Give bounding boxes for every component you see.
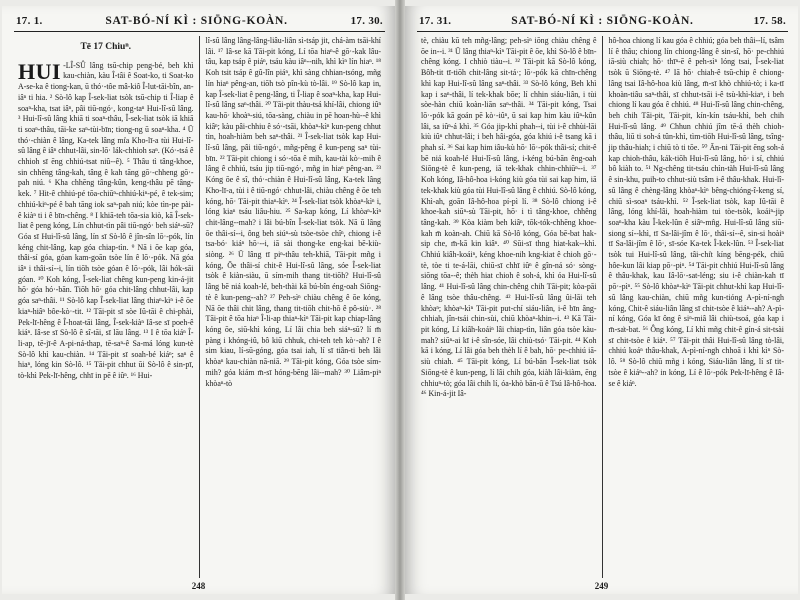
left-page-columns [14,36,385,578]
right-page-header [419,12,786,30]
chapter-heading: Tē 17 Chiuⁿ. [80,42,132,52]
left-column-1-paragraph [18,58,194,382]
right-page-columns [417,36,788,578]
right-header-title: SAT-BÓ-NÍ KÌ : SIŌNG-KOÀN. [511,15,694,27]
right-column-2-text: hô-hoa chiong lí kau góa ê chhiú; góa beh thâi--lí, tsâm lí ê thâu; chiong lín chiong-lâng ê sin-sî, hō· pe-chhiú iā-siù chiah; hō· thīⁿ-ē ê peh-sìⁿ lóng tsai, Î-sek-liat tsòk ū Siōng-tè. ⁴⁷ Iā hō· chiah-ê tsū-chip ê chiong-lâng tsai Iâ-hô-hoa kiù lâng, m̄-sī khò chhiú-tò; i ka-tī khoàn-tiâu saⁿ-thâi, sī chhut-tsāi i-ê tsù-khì-kiaⁿ, i beh chiong lí kau góa ê chhiú. ⁴⁸ Hui-lî-sû lâng chin-chêng, beh chih Tāi-pit, Tāi-pit, kín-kín tsáu-khì, beh chih Hui-lî-sû lâng. ⁴⁹ Chhun chhiú jîm tē-á thèh chioh-thâu, liū ti soh-á tûn-khì, tìm-tiōh Hui-lî-sû lâng, tsîng-jip thâu-hiah; i chiū tò ti tōe. ⁵⁰ Ān-ni Tāi-pit ēng soh-á kap chioh-thâu, kák-tiōh Hui-lî-sû lâng, hō· i sí, chhiú bô kiàh to. ⁵¹ Ng-chêng tit-tsáu chìn-tàh Hui-lî-sû lâng ê sin-khu, puih-to chhut-siù tsâm i-ê thâu-khak. Hui-lî-sû lâng ê chèng-lâng khòaⁿ-kìⁿ bêng-chióng-î-keng sí, chiū sì-soaⁿ tsáu-khì. ⁵² Î-sek-liat tsòk, kap Iû-tāi ê lâng, lóng khí-lâi, hoah-hiàm tui tòe-tsòk, koáiⁿ-jip soaⁿ-kha kàu Î-kek-lûn ê siâⁿ-mn̂g. Hui-lî-sû lâng siū-siong sí--khì, tī Sa-lâi-jîm ê lō·, thâi-sí--ê, sin-si hoàiⁿ tī Sa-lâi-jîm ê lō·, sī-sóe Ka-tek Î-kek-lûn. ⁵³ Î-sek-liat tsòk tui Hui-lî-sû lâng, tâi-chi̍t kíng bēng-pék, chiū hôe-kun lâi kiap pō·-piⁿ. ⁵⁴ Tāi-pit chhiú Hui-lî-sû lâng ê thâu-khak, kau Iâ-lō·-sat-léng; siu i-ê chiàn-kah tī pō·-pìⁿ. ⁵⁵ Sò-lô khòaⁿ-kìⁿ Tāi-pit chhut-khì kap Hui-lî-sû lâng kau-chiàn, chiū mñg kun-tióng A-pì-ní-ngh kóng, Chit-ê siáu-liân lâng sī chit-tsòe ê kiáⁿ--ah? A-pì-ní kóng, Góa kī ông ê siⁿ-miâ lâi chiù-tsoá, góa kap i m̄-sa̍t-bat. ⁵⁶ Ông kóng, Lí khì mñg chit-ê gín-á sit-tsài sī chit-tsòe ê kiáⁿ. ⁵⁷ Tāi-pit thâi Hui-lî-sû lâng tò-lâi, chhiú koáⁿ thâu-khak, A-pì-ní-ngh chhoā i khì kìⁿ Sò-lô. ⁵⁸ Sò-lô chiū mñg i kóng, Siáu-liân lâng, lí sī tit-tsòe ê kiáⁿ--ah? in kóng, Lí ê lō·-pók Pek-lī-hêng ê Iâ-se ê kiáⁿ. [608,36,784,388]
drop-cap: HUI [18,58,62,84]
right-column-2 [603,36,789,578]
left-column-1-text: -LÎ-SÛ lâng tsū-chip peng-bé, beh khì kau-chiàn, kàu Î-tâi ê Soat-ko, ti Soat-ko A-se-ka ê tiong-kan, ū thó·-tôe mâ-kiô Î-lut-tāi-bîn, an-iâⁿ ti hia. ² Sò-lô kap Î-sek-liat tsòk tsū-chip ti Î-liap ê soaⁿ-kha, tsat iâⁿ, pâi tiū-ngó·, kong-taⁿ Hui-lî-sû lâng. ³ Hui-lî-sû lâng khiā ti soaⁿ-thâu, Î-sek-liat tsòk iā khiā ti soaⁿ-thâu, tāi-ke saⁿ-tùi-bīn; tiong-ng ū soaⁿ-kha. ⁴ Ū thó·-chiàn ê lâng, Ka-tek lâng mi̍a Kho-lī-a tùi Hui-lî-sû lâng ê iâⁿ chhut-lâi, sin-lō· lák-chhioh saⁿ. (Kó·-tsá ê chhioh sī ēng chhiú-tsat niû--ê). ⁵ Thâu tì tâng-khoe, sin chhēng tâng-kah, tâng ê kah tāng gō·-chheng gō·-pah niú. ⁶ Kha chhēng tâng-kûn, keng-thâu pē tâng-kek. ⁷ Hit-ê chhiú-pé tōa-chiūⁿ-chhiú-kiⁿ-pé, ê tek-sim; chhiú-kiⁿ-pé ê bah tāng iok saⁿ-pah niú; kòe tìn-pe pài-ê kiàⁿ ti i ê bīn-chêng. ⁸ I khiā-teh tōa-sia kiò, kā Î-sek-liat ê peng kóng, Lín chhut-tìn pâi tiū-ngó· beh siáⁿ-sū? Góa sī Hui-lî-sû lâng, lín sī Sò-lô ê jîn-sîn lō·-pók, lín kéng chit-lâng, kap góa chiap-tìn. ⁹ Nā i ōe kap góa, thâi-sí góa, góan kam-goān tsòe lín ê lō·-pók. Nā góa iâⁿ i thâi-sí--i, lín tiōh tsòe góan ê lō·-pók, lâi hók-sāi góan. ¹⁰ Koh kóng, Î-sek-liat chêng kun-peng kin-á-jit hō· góa hó·-bān. Tiōh hō· góa chit-lâng chhut-lâi, kap góa saⁿ-thâi. ¹¹ Sò-lô kap Î-sek-liat lâng thiaⁿ-kìⁿ i-ê ōe kiaⁿ-hiâⁿ bôe-kò·-tit. ¹² Tāi-pit sī sòe Iû-tāi ê chi-phài, Pek-lī-hêng ê Î-hoat-tāi lâng, Î-sek-kiàⁿ Iâ-se sī poeh-ê kiáⁿ. Iâ-se sī Sò-lô ê sî-tāi, sī lāu lâng. ¹³ I ê tōa kiáⁿ Î-li-ap, tē-jī-ê A-pi-ná-thap, tē-saⁿ-ê Sa-má lóng kun-tè Sò-lô khì kau-chiàn. ¹⁴ Tāi-pit sī soah-bé kiáⁿ; saⁿ ê hiaⁿ, lóng kin Sò-lô. ¹⁵ Tāi-pit chhut ūi Sò-lô ê sin-pī, tò-khì Pek-lī-hêng, chhī in pē ê iûⁿ. ¹⁶ Hui- [18,60,194,381]
right-header-rule [417,31,788,32]
right-page [405,6,798,594]
right-column-1 [417,36,603,578]
left-header-title: SAT-BÓ-NÍ KÌ : SIŌNG-KOÀN. [105,15,288,27]
left-column-2-text: lî-sû lâng lâng-lâng-liâu-liân sì-tsáp jit, chá-àm tsāi-khí lâi. ¹⁷ Iâ-se kā Tāi-pit kóng, Lí tōa hiaⁿ-ê gō·-kak lâu-tâu, kap tsáp ê piáⁿ, tsáu kàu iâⁿ--nih, khì kìⁿ lín hiaⁿ. ¹⁸ Koh tsit tsáp ê gû-lîn piáⁿ, khì sàng chhian-tsóng, mñg lín hiaⁿ pêng-an, tiōh tsò pîn-kù tò-lâi. ¹⁹ Sò-lô kap in, kap Î-sek-liat ê peng-lâng, ti Î-liap ê soaⁿ-kha, kap Hui-lî-sû lâng saⁿ-thâi. ²⁰ Tāi-pit thàu-tsá khí-lâi, chiong iûⁿ kau-hō· khoàⁿ-siú, tōa-sàng, chiàu in pē hoan-hù--ê khì kiâⁿ; kàu pâi-chhiu ê só·-tsāi, khòaⁿ-kìⁿ kun-peng chhut tìn, hoah-hiàm beh saⁿ-thâi. ²¹ Î-sek-liat tsòk kap Hui-lî-sû lâng, pâi tiū-ngó·, mñg-pêng ê kun-peng saⁿ tùi-bīn. ²² Tāi-pit chiong i só·-tōa ê mih, kau-tài kò·-mih ê lâng ê chhiú, tsáu jip tiū-ngó·, mñg in hiaⁿ pêng-an. ²³ Kóng ōe ê sî, thó·-chiàn ê Hui-lî-sû lâng, Ka-tek lâng Kho-lī-a, tùi i ê tiū-ngó· chhut-lâi, chiàu chêng ê ōe teh kóng, hō· Tāi-pit thiaⁿ-kìⁿ. ²⁴ Î-sek-liat tsòk khòaⁿ-kìⁿ i, lóng kiaⁿ tsáu liâu-hiu. ²⁵ Sa-kap kóng, Lí khòaⁿ-kìⁿ chit-lâng--mah? i lâi bú-bîn Î-sek-liat tsòk. Nā ū lâng ōe thâi-sí--i, ông beh siúⁿ-sù tsòe-tsòe chîⁿ, chiong i-ê tsa-bó· kiáⁿ hō·--i, iā sài thong-ke eng-kai bē-kiù-siòng. ²⁶ Ū lâng tī piⁿ-thâu teh-khiā, Tāi-pit mñg i kóng, Ōe thâi-sí chit-ê Hui-lî-sû lâng, sóe Î-sek-liat tsòk ê kiàn-siàu, ū sím-mih thang tit-tiōh? Hui-lî-sû lâng bē niá koah-lé, beh-thài kā bú-bîn éng-oah Siōng-tè ê kun-peng--ah? ²⁷ Peh-sìⁿ chiàu chêng ê ōe kóng, Nā ōe thâi chit lâng, thang tit-tiōh chit-hō ê pô-siù·. ²⁸ Tāi-pit ê tōa hiaⁿ Î-li-ap thiaⁿ-kìⁿ Tāi-pit kap chiap-lâng kóng ōe, siū-khì kóng, Lí lâi chia beh siáⁿ-sū? lí m̄ pàng i khóng-iû, bô kiū chhuk, chi-teh teh kò·-ah? I ê sim kiau, lí-sū-góng, góa tsai iah, lí sī tiân-ti beh lâi khòaⁿ kau-chiàn nā-niā. ²⁹ Tāi-pit kóng, Góa tsòe sím-mih? góa kiám m̄-sī hóng-bēng lâi--mah? ³⁰ Liâm-piⁿ khòaⁿ-tò [205,36,381,388]
left-page-number: 248 [191,581,206,591]
left-column-2 [200,36,386,578]
book-gutter [395,0,405,600]
left-column-1 [14,36,200,578]
left-header-chapter-end: 17. 30. [350,15,383,27]
left-page-header [16,12,383,30]
left-page [2,6,395,594]
left-header-rule [14,31,385,32]
left-header-chapter-start: 17. 1. [16,15,43,27]
right-page-number: 249 [594,581,609,591]
right-header-chapter-start: 17. 31. [419,15,452,27]
right-header-chapter-end: 17. 58. [753,15,786,27]
right-column-1-text: tè, chiàu kū teh mñg-lâng; peh-sìⁿ iōng chiàu chêng ê ōe in--i. ³¹ Ū lâng thiaⁿ-kìⁿ Tāi-pit ê ōe, khì Sò-lô ê bīn-chêng kóng. I chhiò tiàu--i. ³² Tāi-pit kā Sò-lô kóng, Bôh-tit tī-tiōh chit-lâng sit-tá·; lō·-pók kā chīn-chêng khì kap Hui-lî-sû lâng saⁿ-thâi. ³³ Sò-lô kóng, Beh khì kap i saⁿ-thâi, lí tek-khak bōe; lí chhin siáu-liân, i tùi sòe-hàn chiū koàn-liān saⁿ-thâi. ³⁴ Tāi-pit kóng, Tsai lō·-pók kā goán pē kò·-iûⁿ, ū sai kap him kàu iûⁿ-kûn lâi, sa iûⁿ-á khì. ³⁵ Góa jip-khì phah--i, tùi i-ê chhùi-lāi kiù iûⁿ chhut-lâi; i beh hâi-góa, góa khiú i-ê tsang kā i phah sí. ³⁶ Sai kap him iâu-kù hō· lō·-pók thâi-sí; chit-ê bē niá koah-lé Hui-lî-sû lâng, i-kéng bú-bān êng-oah Siōng-tè ê kun-peng, iā tek-khak chhin-chhiūⁿ--i. ³⁷ Koh kóng, Iâ-hô-hoa i-kóng kiù góa tùi sai kap him, iā tek-khak kiù góa tùi Hui-lî-sû lâng ê chhiú. Sò-lô kóng, Khì-ah, goān Iâ-hô-hoa pí-pì lí. ³⁸ Sò-lô chiong i-ê khoe-kah siūⁿ-sù Tāi-pit, hō· i tì tâng-khoe, chhêng tâng-kah. ³⁹ Kòa kiàm beh kiâⁿ, tōk-tók-chhēng khoe-kah m̄ koàn-ah. Chiū kā Sò-lô kóng, Góa bē-bat hak-sip che, m̄-kā kin kiâⁿ. ⁴⁰ Sūi-sī thng hiat-kak--khì. Chhiú kiâh-koáiⁿ, kéng khoe-nih kng-kiat ê chioh gō·-tè, tòe ti te-á-lāi, chiū-sī chhī iûⁿ ê gîn-ná só· sòng-siōng tōa--ê; thèh hiat chioh ê soh-á, khì óa Hui-lî-sû lâng. ⁴¹ Hui-lî-sû lâng chin-chêng chih Tāi-pit; kòa-pāi ê lâng tsòe thâu-chêng. ⁴² Hui-lî-sû lâng ûi-lāi teh khòaⁿ; khòaⁿ-kìⁿ Tāi-pit put-chí siáu-liân, i-ê bīn âng-chhiah, jîn-tsái chin-sùi, chiū khòaⁿ-khin--i. ⁴³ Kā Tāi-pit kóng, Lí kiâh-koáiⁿ lâi chiap-tìn, liân góa tsòe kàu-mah? siūⁿ-ai kī i-ê sîn-sóe, lâi chiù-tsó· Tāi-pit. ⁴⁴ Koh kā i kóng, Lí lâi góa beh thèh lí ê bah, hō· pe-chhiú iā-siù chiah. ⁴⁵ Tāi-pit kóng, Lí bú-bān Î-sek-liat tsòk Siōng-tè ê kun-peng, lí lâi chih góa, kiàh lâi-kiàm, ēng chhiuⁿ-tò; góa lâi chih lí, óa-khò bān-ū ê Tsú Iâ-hô-hoa. ⁴⁶ Kin-á-jit Iâ- [421,36,597,399]
